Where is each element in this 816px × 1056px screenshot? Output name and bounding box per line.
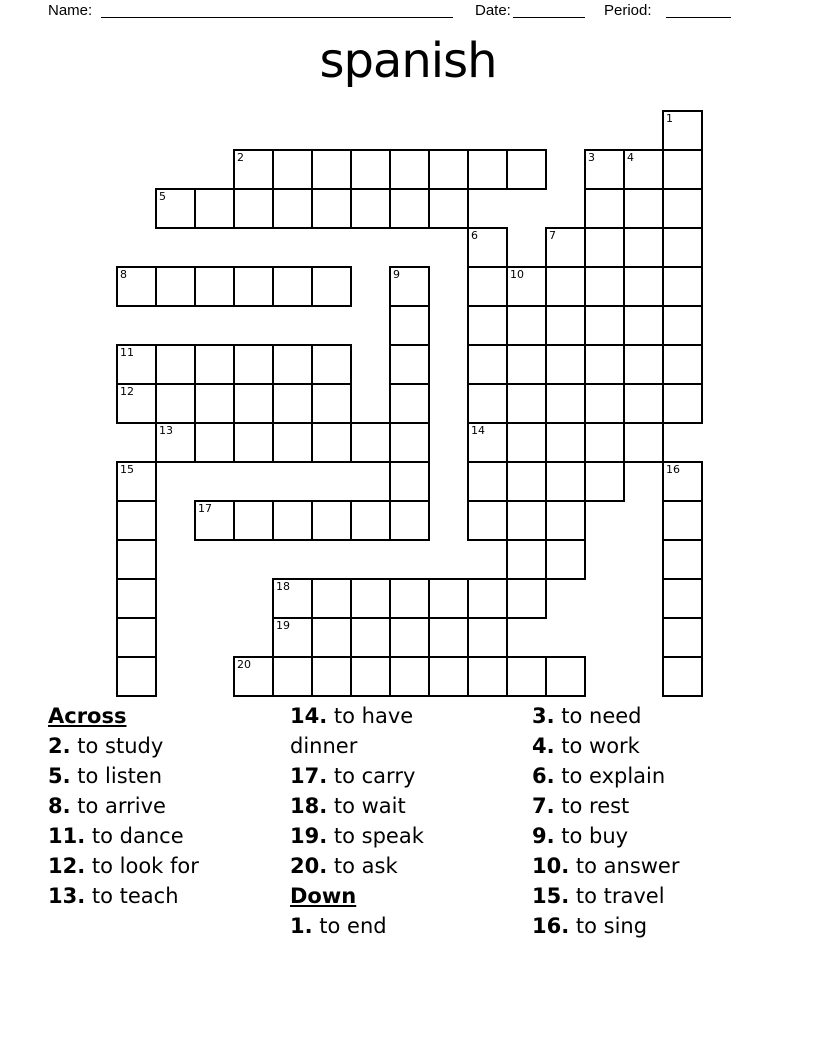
cell-number-14: 14 [471,424,485,437]
grid-cell-r14c4[interactable] [272,656,313,697]
grid-cell-r2c1[interactable] [155,188,196,229]
grid-cell-r7c2[interactable] [194,383,235,424]
grid-cell-r12c8[interactable] [428,578,469,619]
clue-5: 5. to listen [48,764,163,788]
grid-cell-r3c14[interactable] [662,227,703,268]
clue-3: 3. to need [532,704,642,728]
clue-9: 9. to buy [532,824,629,848]
cell-number-15: 15 [120,463,134,476]
grid-cell-r7c5[interactable] [311,383,352,424]
grid-cell-r8c2[interactable] [194,422,235,463]
grid-cell-r7c13[interactable] [623,383,664,424]
grid-cell-r8c7[interactable] [389,422,430,463]
clue-number: 11. [48,824,86,848]
clue-number: 3. [532,704,555,728]
date-label: Date: [475,2,511,19]
grid-cell-r11c14[interactable] [662,539,703,580]
grid-cell-r12c9[interactable] [467,578,508,619]
grid-cell-r13c8[interactable] [428,617,469,658]
grid-cell-r7c11[interactable] [545,383,586,424]
grid-cell-r4c2[interactable] [194,266,235,307]
cell-number-11: 11 [120,346,134,359]
clue-12: 12. to look for [48,854,199,878]
grid-cell-r6c5[interactable] [311,344,352,385]
grid-cell-r3c9[interactable] [467,227,508,268]
grid-cell-r6c4[interactable] [272,344,313,385]
grid-cell-r9c14[interactable] [662,461,703,502]
grid-cell-r2c5[interactable] [311,188,352,229]
grid-cell-r5c13[interactable] [623,305,664,346]
grid-cell-r11c10[interactable] [506,539,547,580]
grid-cell-r14c10[interactable] [506,656,547,697]
grid-cell-r14c3[interactable] [233,656,274,697]
grid-cell-r8c9[interactable] [467,422,508,463]
grid-cell-r1c10[interactable] [506,149,547,190]
grid-cell-r7c4[interactable] [272,383,313,424]
grid-cell-r10c14[interactable] [662,500,703,541]
grid-cell-r14c8[interactable] [428,656,469,697]
grid-cell-r5c14[interactable] [662,305,703,346]
grid-cell-r1c3[interactable] [233,149,274,190]
grid-cell-r7c10[interactable] [506,383,547,424]
grid-cell-r8c13[interactable] [623,422,664,463]
clue-number: 8. [48,794,71,818]
grid-cell-r12c14[interactable] [662,578,703,619]
grid-cell-r7c3[interactable] [233,383,274,424]
clue-number: 14. [290,704,328,728]
grid-cell-r14c9[interactable] [467,656,508,697]
grid-cell-r2c14[interactable] [662,188,703,229]
clue-20: 20. to ask [290,854,398,878]
grid-cell-r4c11[interactable] [545,266,586,307]
grid-cell-r1c9[interactable] [467,149,508,190]
clue-number: 18. [290,794,328,818]
grid-cell-r10c3[interactable] [233,500,274,541]
down-header: Down [290,884,357,908]
grid-cell-r12c7[interactable] [389,578,430,619]
cell-number-3: 3 [588,151,595,164]
name-label: Name: [48,2,93,19]
grid-cell-r12c6[interactable] [350,578,391,619]
worksheet-title: spanish [319,33,497,89]
clue-number: 9. [532,824,555,848]
grid-cell-r11c11[interactable] [545,539,586,580]
period-blank-line [666,8,731,18]
clue-10: 10. to answer [532,854,680,878]
grid-cell-r1c5[interactable] [311,149,352,190]
cell-number-17: 17 [198,502,212,515]
clue-15: 15. to travel [532,884,665,908]
grid-cell-r6c9[interactable] [467,344,508,385]
grid-cell-r12c5[interactable] [311,578,352,619]
clue-2: 2. to study [48,734,164,758]
grid-cell-r7c7[interactable] [389,383,430,424]
clue-number: 16. [532,914,570,938]
grid-cell-r2c13[interactable] [623,188,664,229]
clue-17: 17. to carry [290,764,416,788]
clue-number: 12. [48,854,86,878]
clue-number: 17. [290,764,328,788]
grid-cell-r1c8[interactable] [428,149,469,190]
cell-number-4: 4 [627,151,634,164]
grid-cell-r4c14[interactable] [662,266,703,307]
cell-number-8: 8 [120,268,127,281]
grid-cell-r2c12[interactable] [584,188,625,229]
grid-cell-r2c4[interactable] [272,188,313,229]
grid-cell-r4c9[interactable] [467,266,508,307]
grid-cell-r3c12[interactable] [584,227,625,268]
grid-cell-r9c10[interactable] [506,461,547,502]
grid-cell-r7c0[interactable] [116,383,157,424]
cell-number-9: 9 [393,268,400,281]
grid-cell-r12c10[interactable] [506,578,547,619]
clue-column-1 [48,701,284,911]
cell-number-10: 10 [510,268,524,281]
grid-cell-r13c7[interactable] [389,617,430,658]
crossword-grid [116,110,703,697]
grid-cell-r13c4[interactable] [272,617,313,658]
grid-cell-r10c5[interactable] [311,500,352,541]
grid-cell-r10c6[interactable] [350,500,391,541]
clue-number: 15. [532,884,570,908]
grid-cell-r14c6[interactable] [350,656,391,697]
clue-number: 4. [532,734,555,758]
clue-column-3 [532,701,812,941]
cell-number-20: 20 [237,658,251,671]
period-label: Period: [604,2,652,19]
clue-8: 8. to arrive [48,794,166,818]
clue-13: 13. to teach [48,884,179,908]
grid-cell-r10c4[interactable] [272,500,313,541]
cell-number-16: 16 [666,463,680,476]
cell-number-12: 12 [120,385,134,398]
grid-cell-r14c0[interactable] [116,656,157,697]
grid-cell-r4c5[interactable] [311,266,352,307]
grid-cell-r4c0[interactable] [116,266,157,307]
grid-cell-r2c8[interactable] [428,188,469,229]
grid-cell-r7c12[interactable] [584,383,625,424]
grid-cell-r6c2[interactable] [194,344,235,385]
grid-cell-r8c1[interactable] [155,422,196,463]
grid-cell-r2c2[interactable] [194,188,235,229]
grid-cell-r13c5[interactable] [311,617,352,658]
grid-cell-r5c9[interactable] [467,305,508,346]
cell-number-5: 5 [159,190,166,203]
grid-cell-r3c13[interactable] [623,227,664,268]
grid-cell-r6c7[interactable] [389,344,430,385]
grid-cell-r7c1[interactable] [155,383,196,424]
clue-column-2 [290,701,468,941]
clue-14: 14. to have dinner [290,704,414,758]
grid-cell-r6c3[interactable] [233,344,274,385]
cell-number-1: 1 [666,112,673,125]
clue-number: 19. [290,824,328,848]
grid-cell-r6c14[interactable] [662,344,703,385]
grid-cell-r8c6[interactable] [350,422,391,463]
grid-cell-r12c0[interactable] [116,578,157,619]
cell-number-2: 2 [237,151,244,164]
grid-cell-r6c12[interactable] [584,344,625,385]
grid-cell-r8c12[interactable] [584,422,625,463]
clue-number: 10. [532,854,570,878]
grid-cell-r11c0[interactable] [116,539,157,580]
grid-cell-r13c9[interactable] [467,617,508,658]
clue-number: 7. [532,794,555,818]
grid-cell-r0c14[interactable] [662,110,703,151]
across-header: Across [48,704,127,728]
grid-cell-r5c11[interactable] [545,305,586,346]
clue-6: 6. to explain [532,764,666,788]
grid-cell-r9c7[interactable] [389,461,430,502]
grid-cell-r1c4[interactable] [272,149,313,190]
grid-cell-r6c10[interactable] [506,344,547,385]
grid-cell-r4c3[interactable] [233,266,274,307]
grid-cell-r6c11[interactable] [545,344,586,385]
grid-cell-r9c12[interactable] [584,461,625,502]
grid-cell-r8c5[interactable] [311,422,352,463]
grid-cell-r1c12[interactable] [584,149,625,190]
grid-cell-r9c9[interactable] [467,461,508,502]
grid-cell-r4c13[interactable] [623,266,664,307]
grid-cell-r9c0[interactable] [116,461,157,502]
grid-cell-r6c1[interactable] [155,344,196,385]
grid-cell-r5c10[interactable] [506,305,547,346]
grid-cell-r2c6[interactable] [350,188,391,229]
grid-cell-r8c3[interactable] [233,422,274,463]
grid-cell-r1c13[interactable] [623,149,664,190]
clue-4: 4. to work [532,734,640,758]
grid-cell-r14c7[interactable] [389,656,430,697]
grid-cell-r7c14[interactable] [662,383,703,424]
clue-number: 2. [48,734,71,758]
grid-cell-r12c4[interactable] [272,578,313,619]
grid-cell-r2c7[interactable] [389,188,430,229]
clue-11: 11. to dance [48,824,184,848]
grid-cell-r13c0[interactable] [116,617,157,658]
grid-cell-r8c11[interactable] [545,422,586,463]
grid-cell-r4c4[interactable] [272,266,313,307]
clue-18: 18. to wait [290,794,406,818]
grid-cell-r7c9[interactable] [467,383,508,424]
grid-cell-r13c6[interactable] [350,617,391,658]
clue-number: 5. [48,764,71,788]
clue-7: 7. to rest [532,794,630,818]
grid-cell-r14c11[interactable] [545,656,586,697]
grid-cell-r10c9[interactable] [467,500,508,541]
clue-number: 20. [290,854,328,878]
clue-number: 13. [48,884,86,908]
grid-cell-r5c7[interactable] [389,305,430,346]
grid-cell-r10c2[interactable] [194,500,235,541]
grid-cell-r10c0[interactable] [116,500,157,541]
clue-19: 19. to speak [290,824,424,848]
clue-number: 6. [532,764,555,788]
date-blank-line [513,8,585,18]
name-blank-line [101,8,453,18]
cell-number-6: 6 [471,229,478,242]
cell-number-18: 18 [276,580,290,593]
grid-cell-r9c11[interactable] [545,461,586,502]
grid-cell-r1c6[interactable] [350,149,391,190]
grid-cell-r10c7[interactable] [389,500,430,541]
grid-cell-r4c1[interactable] [155,266,196,307]
grid-cell-r2c3[interactable] [233,188,274,229]
grid-cell-r5c12[interactable] [584,305,625,346]
grid-cell-r4c10[interactable] [506,266,547,307]
clue-number: 1. [290,914,313,938]
grid-cell-r1c7[interactable] [389,149,430,190]
grid-cell-r14c5[interactable] [311,656,352,697]
cell-number-19: 19 [276,619,290,632]
grid-cell-r8c10[interactable] [506,422,547,463]
grid-cell-r10c10[interactable] [506,500,547,541]
grid-cell-r6c0[interactable] [116,344,157,385]
clue-16: 16. to sing [532,914,648,938]
grid-cell-r8c4[interactable] [272,422,313,463]
grid-cell-r10c11[interactable] [545,500,586,541]
clue-1: 1. to end [290,914,387,938]
grid-cell-r3c11[interactable] [545,227,586,268]
grid-cell-r4c7[interactable] [389,266,430,307]
cell-number-13: 13 [159,424,173,437]
cell-number-7: 7 [549,229,556,242]
grid-cell-r6c13[interactable] [623,344,664,385]
grid-cell-r1c14[interactable] [662,149,703,190]
grid-cell-r13c14[interactable] [662,617,703,658]
grid-cell-r14c14[interactable] [662,656,703,697]
grid-cell-r4c12[interactable] [584,266,625,307]
